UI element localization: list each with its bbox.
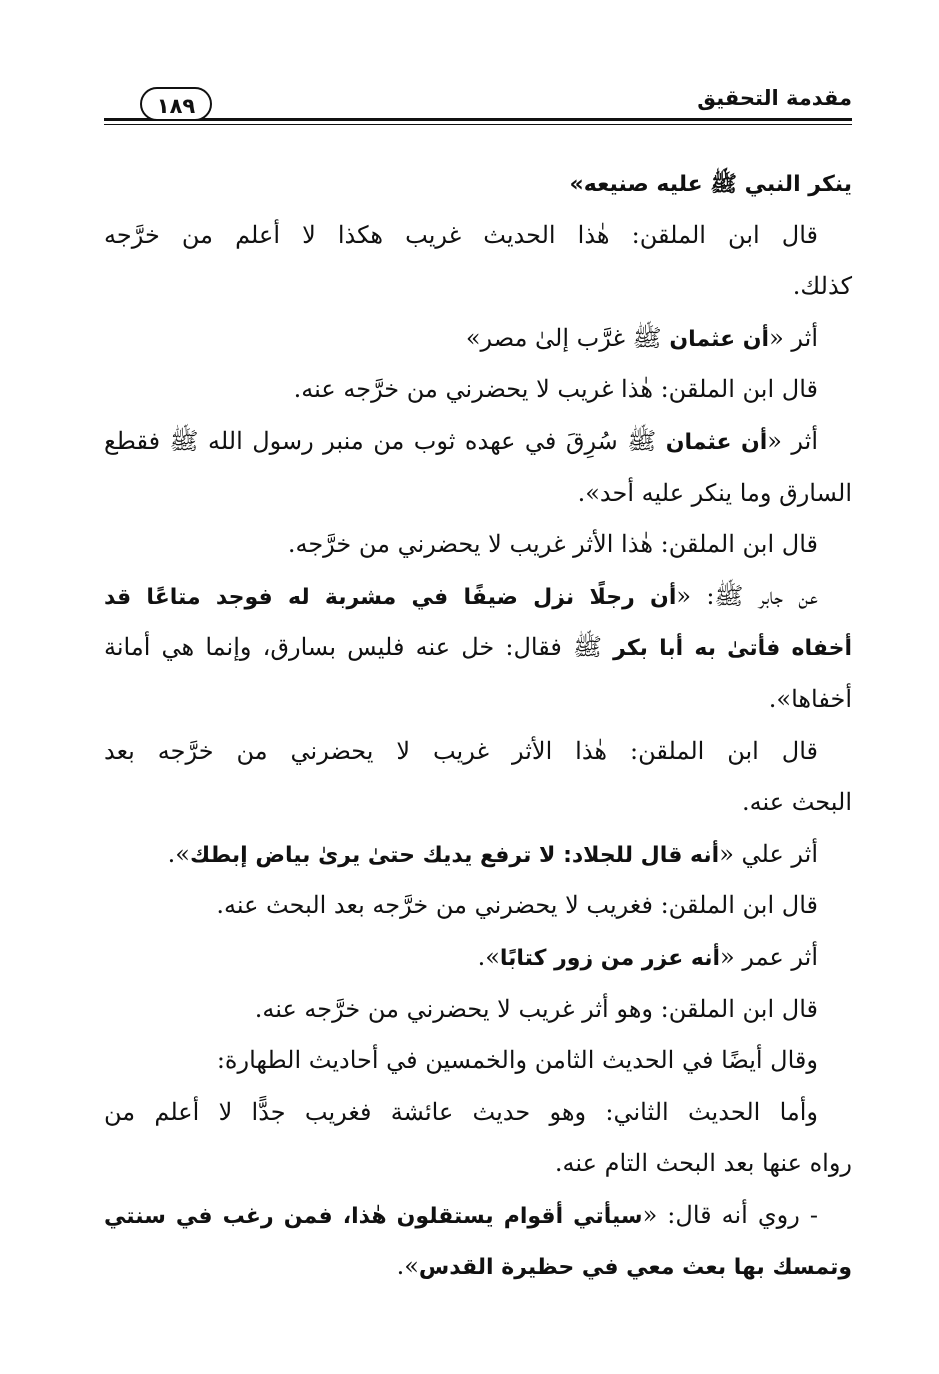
text-line [104,932,852,984]
text-segment: قال ابن الملقن: هٰذا الأثر غريب لا يحضرني من خرَّجه بعد [104,736,818,765]
text-line [104,468,852,520]
text-segment: قال ابن الملقن: وهو أثر غريب لا يحضرني من خرَّجه عنه. [254,994,818,1023]
text-line [104,1087,852,1139]
text-segment: ». [167,839,190,868]
text-segment: قال ابن الملقن: فغريب لا يحضرني من خرَّجه بعد البحث عنه. [216,891,818,920]
bold-quote-text: وتمسك بها بعث معي في حظيرة القدس [418,1255,852,1281]
text-line [104,364,852,416]
bold-quote-text: أخفاه فأتىٰ به أبا بكر [613,636,853,662]
text-segment: السارق وما ينكر عليه أحد». [577,478,852,507]
text-segment: أخفاها». [768,684,852,713]
bold-quote-text: أنه عزر من زور كتابًا [499,945,721,971]
text-segment: ». [396,1252,419,1281]
text-line [104,1241,852,1293]
page-body-text [104,158,852,1293]
text-segment: أثر « [767,426,819,455]
bold-quote-text: ينكر النبي ﷺ عليه صنيعه» [569,172,852,197]
text-segment: أثر « [769,323,818,352]
text-line [104,1190,852,1242]
text-segment: - روي أنه قال: « [642,1200,818,1229]
text-segment: ﷺ فقال: خل عنه فليس بسارق، وإنما هي أمانة [104,633,614,662]
bold-quote-text: سيأتي أقوام يستقلون هٰذا، فمن رغب في سنتي [104,1203,643,1229]
text-segment: ﷺ غرَّب إلىٰ مصر» [465,323,670,352]
text-segment: ». [477,942,500,971]
bold-quote-text: أن عثمان [669,326,770,352]
text-line [104,416,852,468]
text-segment: ﷺ سُرِقَ في عهده ثوب من منبر رسول الله ﷺ فقطع [104,426,666,455]
text-segment: قال ابن الملقن: هٰذا الحديث غريب هكذا لا أعلم من خرَّجه [104,220,818,249]
header-rule-thin [104,124,852,125]
text-line [104,158,852,210]
text-segment: أثر عمر « [720,942,818,971]
text-line [104,622,852,674]
header-rule-thick [104,118,852,121]
text-line [104,984,852,1036]
header-title: مقدمة التحقيق [697,86,852,110]
bold-quote-text: أن رجلًا نزل ضيفًا في مشربة له فوجد متاعًا قد [104,584,677,610]
page-number-badge: ١٨٩ [140,87,212,121]
text-segment: عن جابر ﷺ: « [676,581,818,610]
text-line [104,313,852,365]
text-segment: كذلك. [792,272,852,301]
bold-quote-text: أنه قال للجلاد: لا ترفع يديك حتىٰ يرىٰ بياض إبطك [189,842,720,868]
text-line [104,1138,852,1190]
text-segment: رواه عنها بعد البحث التام عنه. [554,1149,852,1178]
text-line [104,1035,852,1087]
text-line [104,210,852,262]
text-line [104,726,852,778]
text-segment: البحث عنه. [742,788,852,817]
text-line [104,571,852,623]
running-header [104,82,852,128]
bold-quote-text: أن عثمان [665,429,768,455]
text-line [104,829,852,881]
text-segment: أثر علي « [719,839,818,868]
text-line [104,674,852,726]
text-segment: وقال أيضًا في الحديث الثامن والخمسين في أحاديث الطهارة: [216,1046,818,1075]
text-line [104,519,852,571]
text-segment: وأما الحديث الثاني: وهو حديث عائشة فغريب جدًّا لا أعلم من [104,1097,818,1126]
text-line [104,261,852,313]
text-segment: قال ابن الملقن: هٰذا غريب لا يحضرني من خرَّجه عنه. [293,375,818,404]
text-line [104,777,852,829]
text-line [104,880,852,932]
text-segment: قال ابن الملقن: هٰذا الأثر غريب لا يحضرني من خرَّجه. [287,530,818,559]
